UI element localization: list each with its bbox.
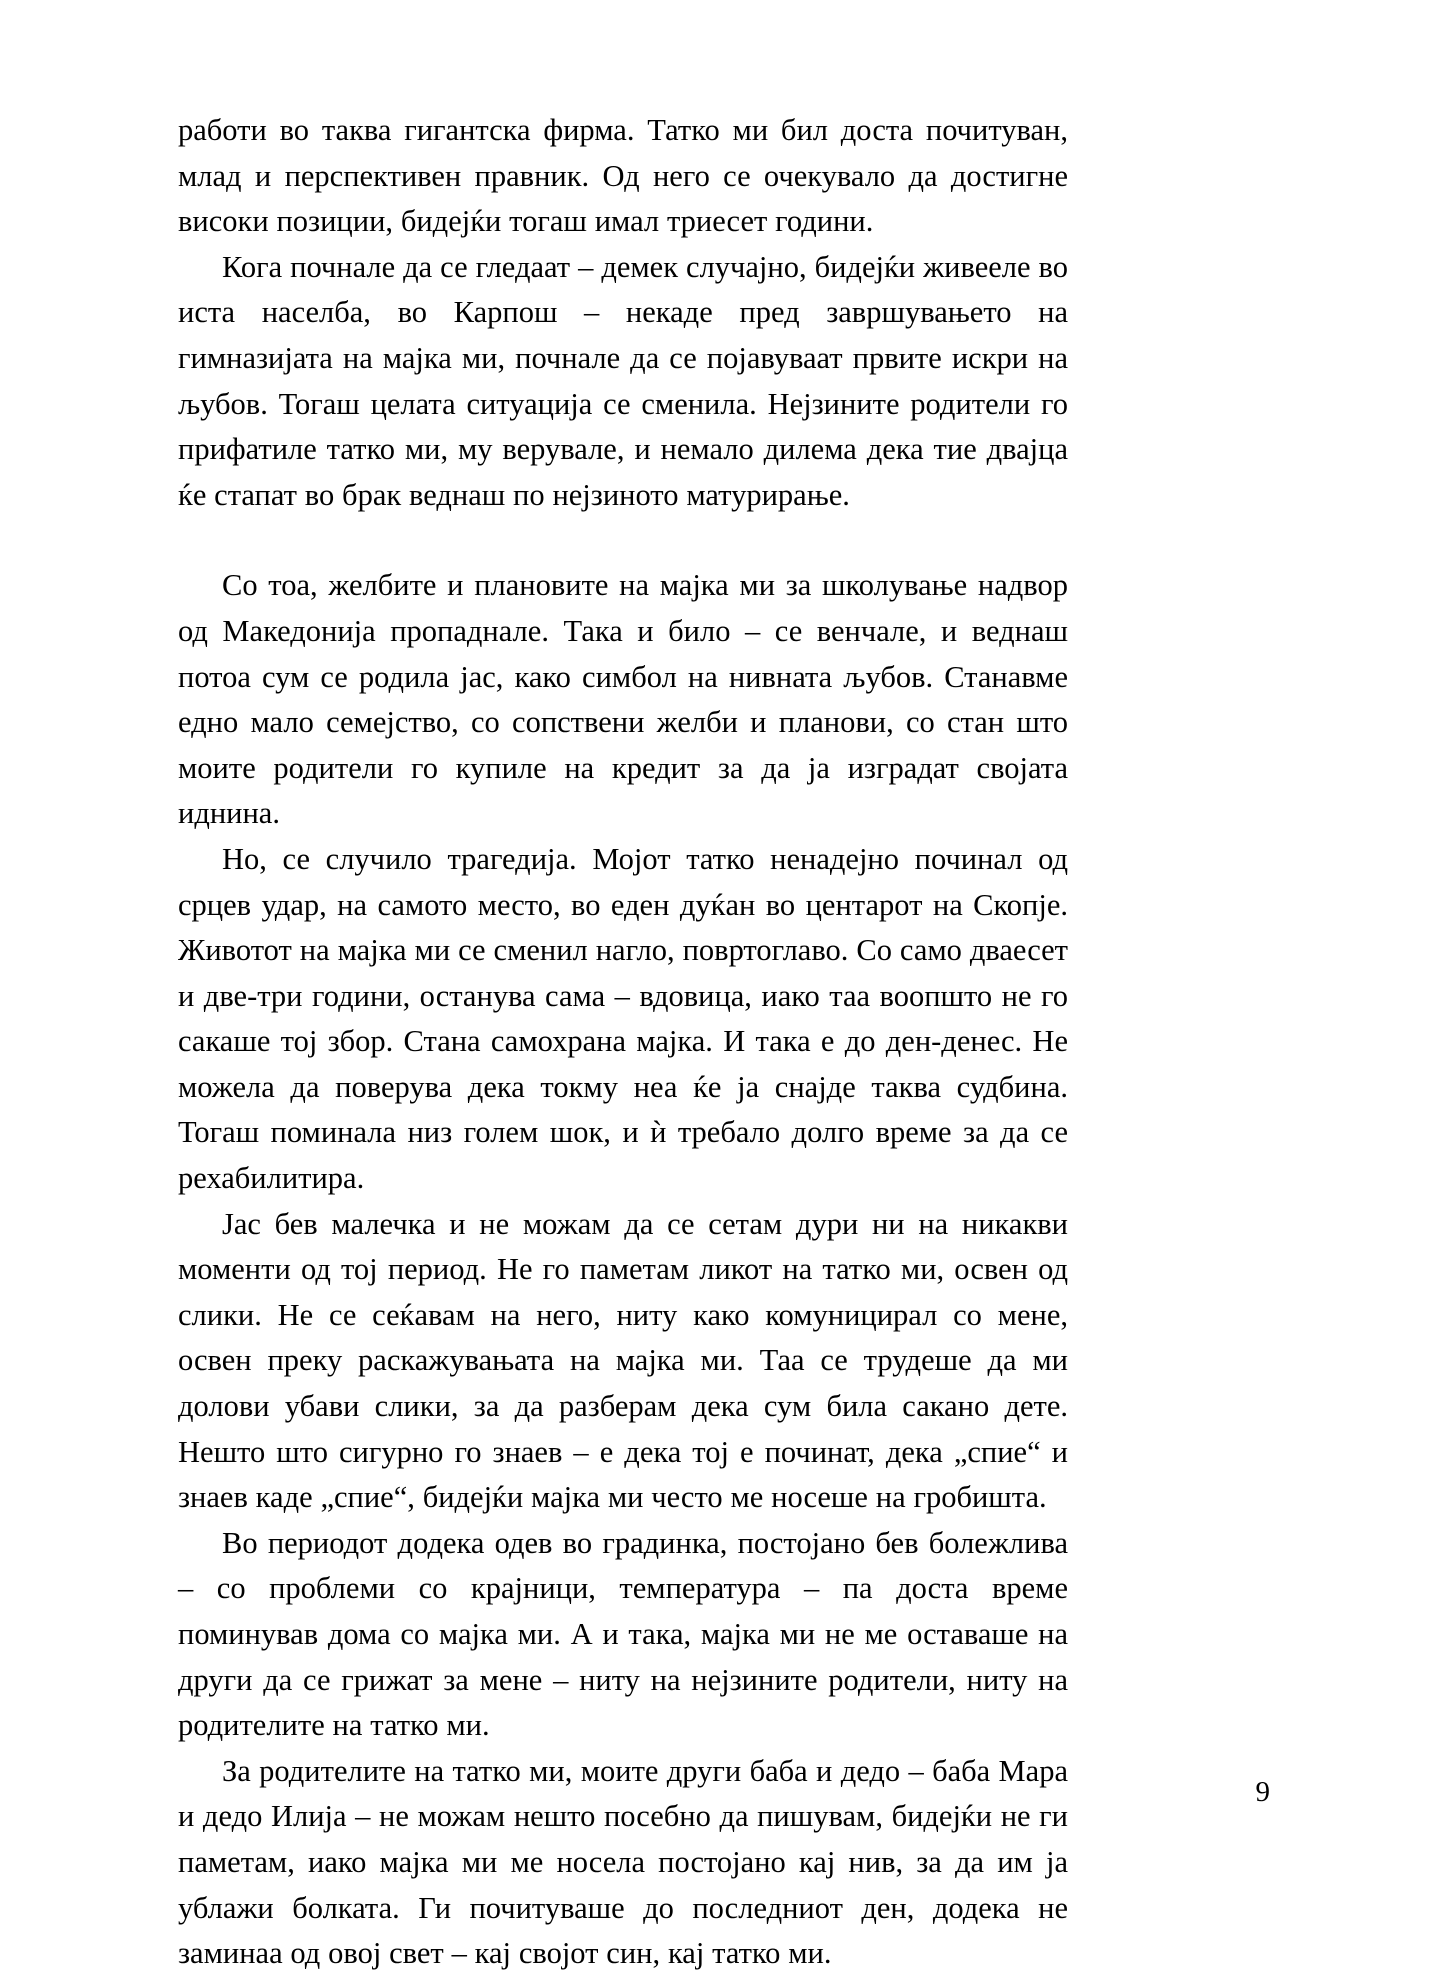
paragraph-3: Со тоа, желбите и плановите на мајка ми за школување надвор од Македонија пропаднале. Така и било – се венчале, и веднаш потоа сум се родила јас, како симбол на нивната љубов. Станавме едно мало семејство, со сопствени желби и планови, со стан што моите родители го купиле на кредит за да ја изградат својата иднина. (178, 568, 1068, 831)
text-column (178, 108, 1068, 1977)
paragraph-4: Но, се случило трагедија. Мојот татко ненадејно починал од срцев удар, на самото место, во еден дуќан во центарот на Скопје. Животот на мајка ми се сменил нагло, повртоглаво. Со само дваесет и две-три години, останува сама – вдовица, иако таа воопшто не го сакаше тој збор. Стана самохрана мајка. И така е до ден-денес. Не можела да поверува дека токму неа ќе ја снајде таква судбина. Тогаш поминала низ голем шок, и ѝ требало долго време за да се рехабилитира. (178, 841, 1068, 1196)
paragraph-1: работи во таква гигантска фирма. Татко ми бил доста почитуван, млад и перспективен правник. Од него се очекувало да достигне високи позиции, бидејќи тогаш имал триесет години. (178, 113, 1068, 239)
paragraph-gap (178, 518, 1068, 563)
page-number: 9 (1255, 1776, 1270, 1808)
paragraph-2: Кога почнале да се гледаат – демек случајно, бидејќи живееле во иста населба, во Карпош – некаде пред завршувањето на гимназијата на мајка ми, почнале да се појавуваат првите искри на љубов. Тогаш целата ситуација се сменила. Нејзините родители го прифатиле татко ми, му верувале, и немало дилема дека тие двајца ќе стапат во брак веднаш по нејзиното матурирање. (178, 249, 1068, 512)
paragraph-6: Во периодот додека одев во градинка, постојано бев болежлива – со проблеми со крајници, температура – па доста време поминував дома со мајка ми. А и така, мајка ми не ме оставаше на други да се грижат за мене – ниту на нејзините родители, ниту на родителите на татко ми. (178, 1525, 1068, 1743)
paragraph-5: Јас бев малечка и не можам да се сетам дури ни на никакви моменти од тој период. Не го паметам ликот на татко ми, освен од слики. Не се сеќавам на него, ниту како комуницирал со мене, освен преку раскажувањата на мајка ми. Таа се трудеше да ми долови убави слики, за да разберам дека сум била сакано дете. Нешто што сигурно го знаев – е дека тој е починат, дека „спие“ и знаев каде „спие“, бидејќи мајка ми често ме носеше на гробишта. (178, 1206, 1068, 1515)
paragraph-7: За родителите на татко ми, моите други баба и дедо – баба Мара и дедо Илија – не можам нешто посебно да пишувам, бидејќи не ги паметам, иако мајка ми ме носела постојано кај нив, за да им ја ублажи болката. Ги почитуваше до последниот ден, додека не заминаа од овој свет – кај својот син, кај татко ми. (178, 1753, 1068, 1971)
